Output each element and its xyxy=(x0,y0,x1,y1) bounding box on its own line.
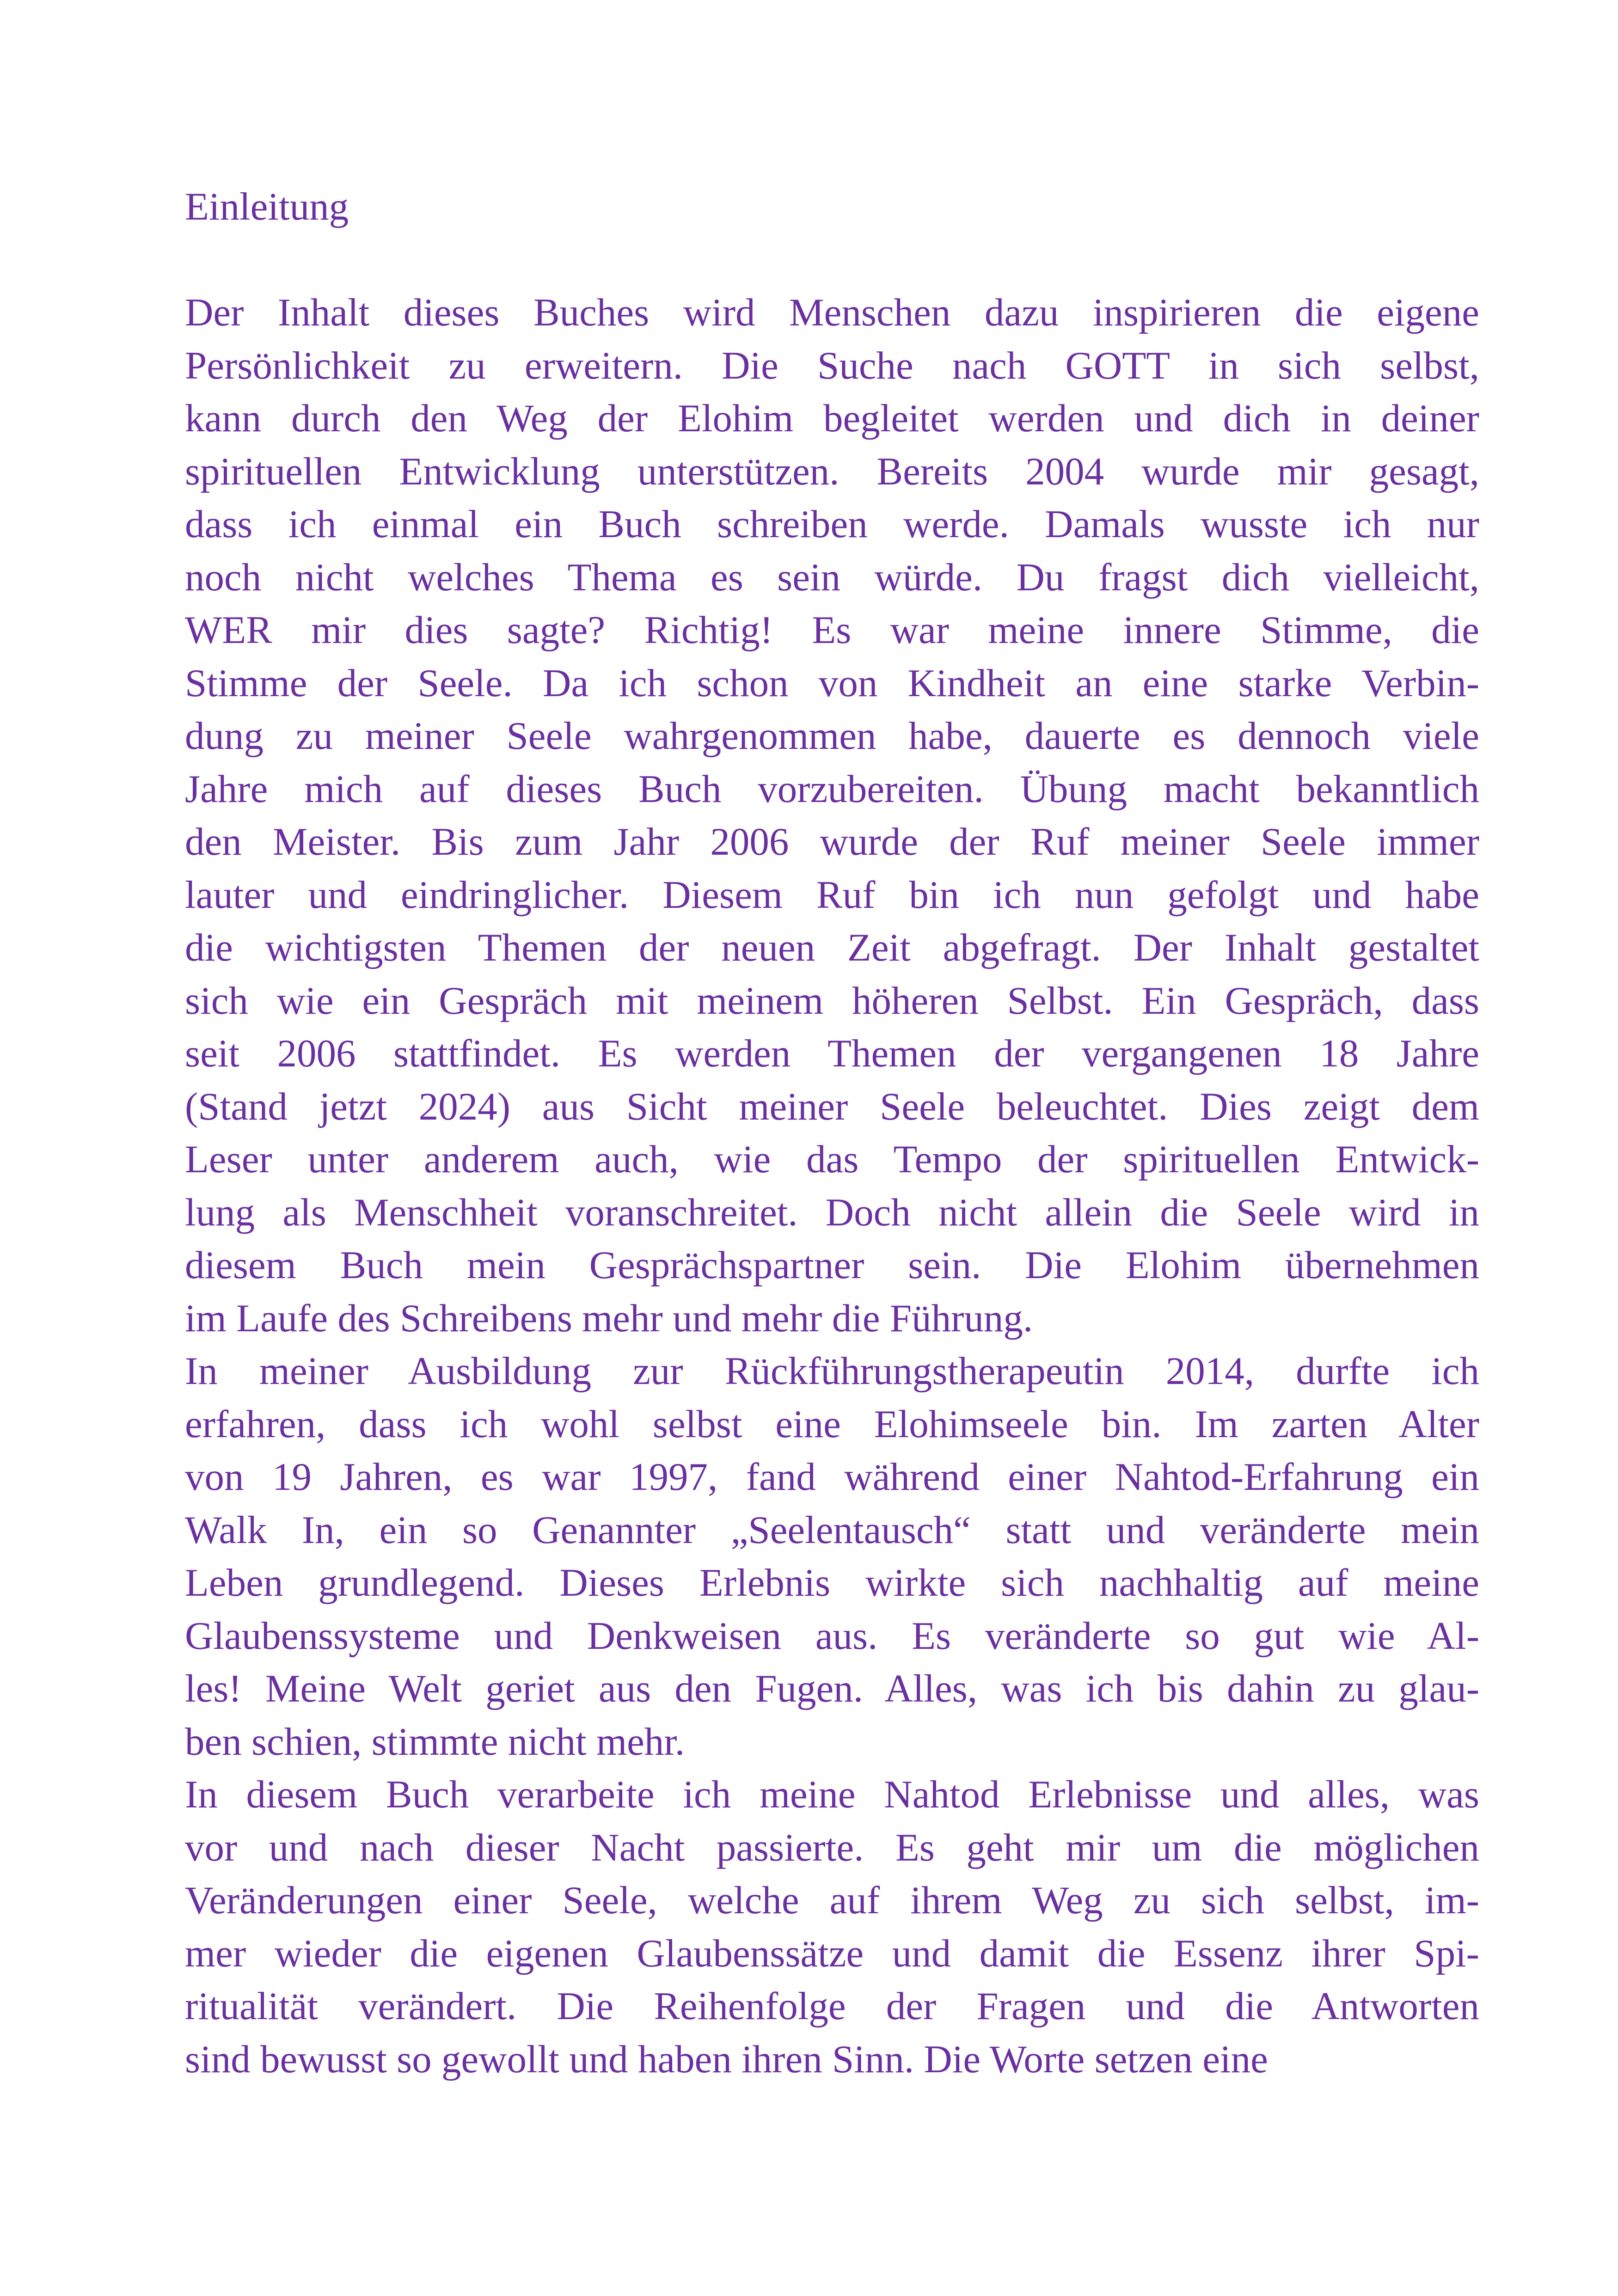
text-line: Jahre mich auf dieses Buch vorzubereiten. Übung macht bekanntlich xyxy=(185,767,1479,811)
text-line: diesem Buch mein Gesprächspartner sein. Die Elohim übernehmen xyxy=(185,1243,1479,1287)
text-line: von 19 Jahren, es war 1997, fand während einer Nahtod-Erfahrung ein xyxy=(185,1455,1479,1499)
text-line: dass ich einmal ein Buch schreiben werde. Damals wusste ich nur xyxy=(185,502,1479,546)
text-line: lung als Menschheit voranschreitet. Doch nicht allein die Seele wird in xyxy=(185,1190,1479,1234)
text-line: sich wie ein Gespräch mit meinem höheren Selbst. Ein Gespräch, dass xyxy=(185,979,1479,1022)
text-line: erfahren, dass ich wohl selbst eine Elohimseele bin. Im zarten Alter xyxy=(185,1402,1479,1446)
text-block xyxy=(185,180,1479,2086)
heading-spacer xyxy=(185,233,1479,287)
text-line: Veränderungen einer Seele, welche auf ihrem Weg zu sich selbst, im- xyxy=(185,1879,1479,1922)
text-line: Leser unter anderem auch, wie das Tempo der spirituellen Entwick- xyxy=(185,1138,1479,1181)
text-line: seit 2006 stattfindet. Es werden Themen der vergangenen 18 Jahre xyxy=(185,1032,1479,1075)
text-line: vor und nach dieser Nacht passierte. Es geht mir um die möglichen xyxy=(185,1825,1479,1869)
text-line: WER mir dies sagte? Richtig! Es war meine innere Stimme, die xyxy=(185,608,1479,652)
text-line: ben schien, stimmte nicht mehr. xyxy=(185,1720,685,1763)
paragraph xyxy=(185,286,1479,1345)
text-line: (Stand jetzt 2024) aus Sicht meiner Seele beleuchtet. Dies zeigt dem xyxy=(185,1084,1479,1128)
text-line: Leben grundlegend. Dieses Erlebnis wirkte sich nachhaltig auf meine xyxy=(185,1561,1479,1604)
text-line: Walk In, ein so Genannter „Seelentausch“ statt und veränderte mein xyxy=(185,1508,1479,1552)
text-line: dung zu meiner Seele wahrgenommen habe, dauerte es dennoch viele xyxy=(185,714,1479,758)
paragraph xyxy=(185,1768,1479,2086)
text-line: Glaubenssysteme und Denkweisen aus. Es veränderte so gut wie Al- xyxy=(185,1614,1479,1658)
text-line: den Meister. Bis zum Jahr 2006 wurde der Ruf meiner Seele immer xyxy=(185,820,1479,863)
text-line: Persönlichkeit zu erweitern. Die Suche nach GOTT in sich selbst, xyxy=(185,343,1479,387)
text-line: mer wieder die eigenen Glaubenssätze und damit die Essenz ihrer Spi- xyxy=(185,1931,1479,1975)
text-line: sind bewusst so gewollt und haben ihren Sinn. Die Worte setzen eine xyxy=(185,2037,1268,2081)
body-text xyxy=(185,286,1479,2086)
text-line: les! Meine Welt geriet aus den Fugen. Alles, was ich bis dahin zu glau- xyxy=(185,1667,1479,1710)
text-line: lauter und eindringlicher. Diesem Ruf bin ich nun gefolgt und habe xyxy=(185,873,1479,917)
text-line: Stimme der Seele. Da ich schon von Kindheit an eine starke Verbin- xyxy=(185,661,1479,705)
text-line: Der Inhalt dieses Buches wird Menschen dazu inspirieren die eigene xyxy=(185,291,1479,334)
chapter-heading: Einleitung xyxy=(185,185,349,228)
text-line: In meiner Ausbildung zur Rückführungstherapeutin 2014, durfte ich xyxy=(185,1349,1479,1393)
text-line: spirituellen Entwicklung unterstützen. Bereits 2004 wurde mir gesagt, xyxy=(185,449,1479,493)
text-line: ritualität verändert. Die Reihenfolge der Fragen und die Antworten xyxy=(185,1984,1479,2028)
paragraph xyxy=(185,1345,1479,1768)
text-line: kann durch den Weg der Elohim begleitet werden und dich in deiner xyxy=(185,397,1479,440)
text-line: In diesem Buch verarbeite ich meine Nahtod Erlebnisse und alles, was xyxy=(185,1773,1479,1816)
text-line: noch nicht welches Thema es sein würde. Du fragst dich vielleicht, xyxy=(185,555,1479,599)
text-line: die wichtigsten Themen der neuen Zeit abgefragt. Der Inhalt gestaltet xyxy=(185,926,1479,969)
text-line: im Laufe des Schreibens mehr und mehr die Führung. xyxy=(185,1296,1033,1340)
